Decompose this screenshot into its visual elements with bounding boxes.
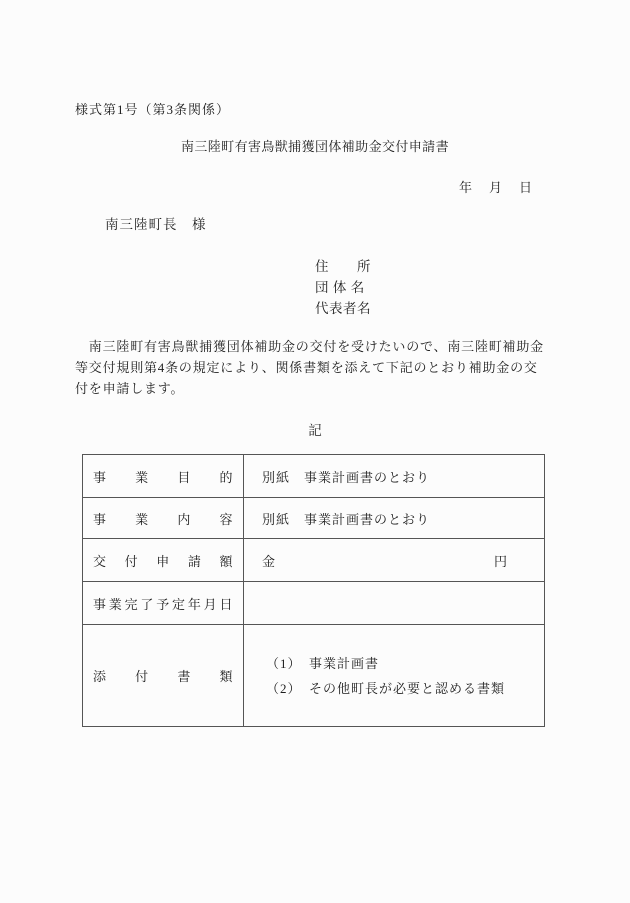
row-value-completion-date xyxy=(244,582,545,625)
table-row-business-content xyxy=(83,498,545,539)
table-row-grant-amount xyxy=(83,539,545,582)
row-value-attachments xyxy=(244,625,545,727)
row-label-grant-amount: 交 付 申 請 額 xyxy=(83,539,244,582)
row-label-completion-date: 事業完了予定年月日 xyxy=(83,582,244,625)
date-line: 年 月 日 xyxy=(458,180,534,195)
amount-suffix: 円 xyxy=(493,553,508,569)
row-label-attachments: 添 付 書 類 xyxy=(83,625,244,727)
body-line-2: 等交付規則第4条の規定により、関係書類を添えて下記のとおり補助金の交 xyxy=(75,360,538,375)
body-line-3: 付を申請します。 xyxy=(75,381,185,396)
row-value-grant-amount xyxy=(244,539,545,582)
table-row-business-purpose xyxy=(83,455,545,498)
form-number: 様式第1号（第3条関係） xyxy=(75,102,231,117)
amount-prefix: 金 xyxy=(262,553,277,569)
row-label-business-purpose: 事 業 目 的 xyxy=(83,455,244,498)
addressee: 南三陸町長 様 xyxy=(105,217,207,232)
row-label-business-content: 事 業 内 容 xyxy=(83,498,244,539)
table-row-completion-date xyxy=(83,582,545,625)
applicant-block xyxy=(315,256,371,319)
document-title: 南三陸町有害鳥獣捕獲団体補助金交付申請書 xyxy=(180,139,449,154)
amount-wrap xyxy=(262,551,543,570)
row-value-business-content: 別紙 事業計画書のとおり xyxy=(244,498,545,539)
applicant-group-label: 団 体 名 xyxy=(315,280,365,295)
body-paragraph xyxy=(75,336,544,399)
body-line-1: 南三陸町有害鳥獣捕獲団体補助金の交付を受けたいので、南三陸町補助金 xyxy=(75,339,544,354)
record-mark: 記 xyxy=(308,423,322,438)
attachment-item-2: （2） その他町長が必要と認める書類 xyxy=(266,680,506,696)
applicant-representative-label: 代表者名 xyxy=(315,301,371,316)
attachment-item-1: （1） 事業計画書 xyxy=(266,655,380,671)
application-table xyxy=(82,454,545,727)
table-row-attachments xyxy=(83,625,545,727)
attachment-list xyxy=(266,651,543,701)
row-value-business-purpose: 別紙 事業計画書のとおり xyxy=(244,455,545,498)
applicant-address-label: 住 所 xyxy=(315,259,371,274)
